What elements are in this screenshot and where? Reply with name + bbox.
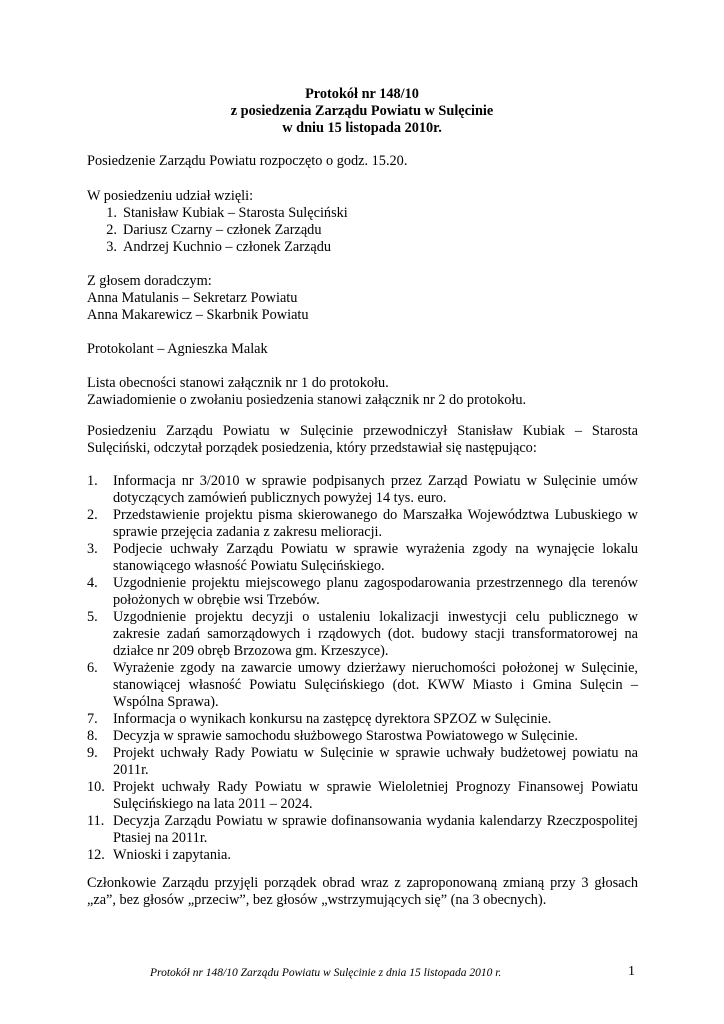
- participants-intro: W posiedzeniu udział wzięli:: [87, 188, 254, 204]
- agenda-item: 11. Decyzja Zarządu Powiatu w sprawie dofinansowania wydania kalendarzy Rzeczpospolitej Ptasiej na 2011r.: [87, 813, 638, 846]
- advisory-treasurer: Anna Makarewicz – Skarbnik Powiatu: [87, 307, 309, 323]
- agenda-item: 4. Uzgodnienie projektu miejscowego planu zagospodarowania przestrzennego dla terenów położonych w obrębie wsi Trzebów.: [87, 575, 638, 608]
- participants-list: [87, 205, 348, 256]
- minutes-taker: Protokolant – Agnieszka Malak: [87, 341, 268, 357]
- agenda-item: 2. Przedstawienie projektu pisma skierowanego do Marszałka Województwa Lubuskiego w sprawie przejęcia zadania z zakresu melioracji.: [87, 507, 638, 540]
- agenda-item: 1. Informacja nr 3/2010 w sprawie podpisanych przez Zarząd Powiatu w Sulęcinie umów dotyczących zamówień publicznych powyżej 14 tys. euro.: [87, 473, 638, 506]
- opening-text: Posiedzenie Zarządu Powiatu rozpoczęto o godz. 15.20.: [87, 153, 408, 169]
- attachment-2: Zawiadomienie o zwołaniu posiedzenia stanowi załącznik nr 2 do protokołu.: [87, 392, 527, 408]
- attachment-1: Lista obecności stanowi załącznik nr 1 do protokołu.: [87, 375, 389, 391]
- agenda-item: 6. Wyrażenie zgody na zawarcie umowy dzierżawy nieruchomości położonej w Sulęcinie, stanowiącej własność Powiatu Sulęcińskiego (dot. KWW Miasto i Gmina Sulęcin – Wspólna Sprawa).: [87, 660, 638, 710]
- page-footer: Protokół nr 148/10 Zarządu Powiatu w Sulęcinie z dnia 15 listopada 2010 r.: [150, 967, 502, 979]
- document-title: Protokół nr 148/10: [305, 86, 419, 102]
- list-item: 3. Andrzej Kuchnio – członek Zarządu: [106, 239, 332, 255]
- agenda-item: 9. Projekt uchwały Rady Powiatu w Sulęcinie w sprawie uchwały budżetowej powiatu na 2011r.: [87, 745, 638, 778]
- document-subtitle: z posiedzenia Zarządu Powiatu w Sulęcinie: [230, 103, 494, 119]
- agenda-item: 7. Informacja o wynikach konkursu na zastępcę dyrektora SPZOZ w Sulęcinie.: [87, 711, 552, 727]
- agenda-item: 3. Podjecie uchwały Zarządu Powiatu w sprawie wyrażenia zgody na wynajęcie lokalu stanowiącego własność Powiatu Sulęcińskiego.: [87, 541, 638, 574]
- agenda-item: 12. Wnioski i zapytania.: [87, 847, 231, 863]
- advisory-intro: Z głosem doradczym:: [87, 273, 212, 289]
- chair-paragraph: Posiedzeniu Zarządu Powiatu w Sulęcinie przewodniczył Stanisław Kubiak – Starosta Sulęciński, odczytał porządek posiedzenia, który przedstawiał się następująco:: [87, 423, 638, 456]
- agenda-list: [87, 473, 638, 864]
- document-date: w dniu 15 listopada 2010r.: [282, 120, 442, 136]
- vote-paragraph: Członkowie Zarządu przyjęli porządek obrad wraz z zaproponowaną zmianą przy 3 głosach „za”, bez głosów „przeciw”, bez głosów „wstrzymujących się” (na 3 obecnych).: [87, 875, 638, 908]
- page-number: 1: [628, 964, 635, 979]
- agenda-item: 8. Decyzja w sprawie samochodu służbowego Starostwa Powiatowego w Sulęcinie.: [87, 728, 578, 744]
- list-item: 2. Dariusz Czarny – członek Zarządu: [106, 222, 322, 238]
- agenda-item: 10. Projekt uchwały Rady Powiatu w sprawie Wieloletniej Prognozy Finansowej Powiatu Sulęcińskiego na lata 2011 – 2024.: [87, 779, 638, 812]
- agenda-item: 5. Uzgodnienie projektu decyzji o ustaleniu lokalizacji inwestycji celu publicznego w zakresie zadań samorządowych i rządowych (dot. budowy stacji transformatorowej na działce nr 209 obręb Brzozowa gm. Krzeszyce).: [87, 609, 638, 659]
- advisory-secretary: Anna Matulanis – Sekretarz Powiatu: [87, 290, 298, 306]
- list-item: 1. Stanisław Kubiak – Starosta Sulęciński: [106, 205, 348, 221]
